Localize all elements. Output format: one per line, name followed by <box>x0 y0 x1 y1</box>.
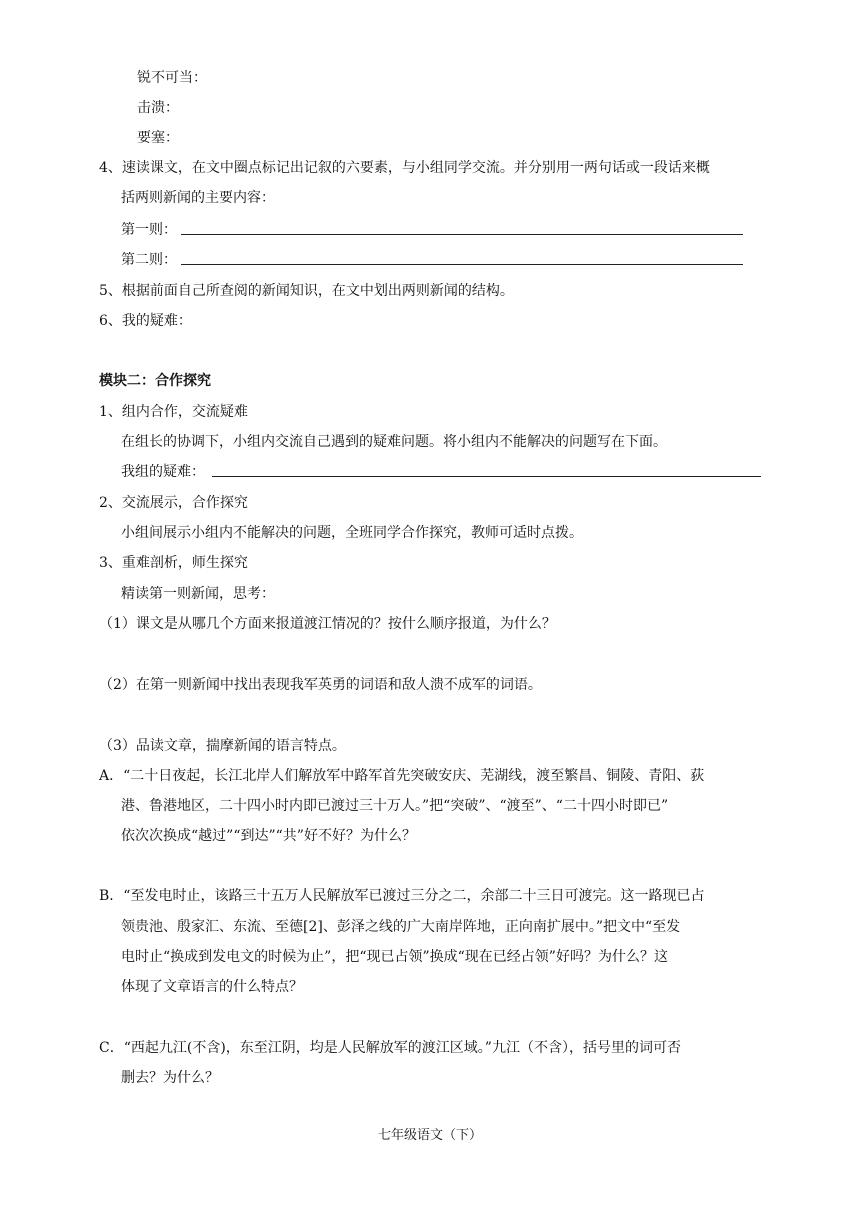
step-2-text: 小组间展示小组内不能解决的问题，全班同学合作探究，教师可适时点拨。 <box>121 525 583 541</box>
page-footer: 七年级语文（下） <box>377 1128 482 1143</box>
item-c-line1: C．“西起九江(不含)，东至江阴，均是人民解放军的渡江区域。”九江（不含），括号里的词可否 <box>99 1040 681 1056</box>
second-news-label: 第二则： <box>121 252 177 268</box>
item-a-line1: A．“二十日夜起，长江北岸人们解放军中路军首先突破安庆、芜湖线，渡至繁昌、铜陵、青阳、荻 <box>99 768 705 784</box>
step-3-text: 精读第一则新闻，思考： <box>121 586 275 602</box>
step-2-title: 2、交流展示，合作探究 <box>99 495 248 511</box>
sub-question-3: （3）品读文章，揣摩新闻的语言特点。 <box>99 738 346 754</box>
item-yaosai: 要塞： <box>137 130 179 146</box>
sub-question-2: （2）在第一则新闻中找出表现我军英勇的词语和敌人溃不成军的词语。 <box>99 677 542 693</box>
first-news-label: 第一则： <box>121 222 177 238</box>
item-b-line1: B．“至发电时止，该路三十五万人民解放军已渡过三分之二，余部二十三日可渡完。这一路现已占 <box>99 888 705 904</box>
group-question-answer-line[interactable] <box>212 476 761 477</box>
question-6: 6、我的疑难： <box>99 313 192 329</box>
question-4-line1: 4、速读课文，在文中圈点标记出记叙的六要素，与小组同学交流。并分别用一两句话或一段话来概 <box>99 160 710 176</box>
item-b-line3: 电时止“换成到发电文的时候为止”，把“现已占领”换成“现在已经占领”好吗？为什么？这 <box>121 949 668 965</box>
step-1-title: 1、组内合作，交流疑难 <box>99 404 248 420</box>
step-1-text: 在组长的协调下，小组内交流自己遇到的疑难问题。将小组内不能解决的问题写在下面。 <box>121 434 667 450</box>
item-a-line3: 依次次换成“越过”“到达”“共”好不好？为什么？ <box>121 828 416 844</box>
item-a-line2: 港、鲁港地区，二十四小时内即已渡过三十万人。”把“突破”、“渡至”、“二十四小时即已” <box>121 798 669 814</box>
question-5: 5、根据前面自己所查阅的新闻知识，在文中划出两则新闻的结构。 <box>99 283 514 299</box>
item-ruibukedang: 锐不可当： <box>137 70 207 86</box>
sub-question-1: （1）课文是从哪几个方面来报道渡江情况的？按什么顺序报道，为什么？ <box>99 616 556 632</box>
module-2-title: 模块二：合作探究 <box>99 373 211 389</box>
first-news-answer-line[interactable] <box>181 234 743 235</box>
item-b-line2: 领贵池、殷家汇、东流、至德[2]、彭泽之线的广大南岸阵地，正向南扩展中。”把文中“至发 <box>121 919 681 935</box>
second-news-answer-line[interactable] <box>181 264 743 265</box>
item-b-line4: 体现了文章语言的什么特点？ <box>121 979 303 995</box>
question-4-line2: 括两则新闻的主要内容： <box>121 190 275 206</box>
step-3-title: 3、重难剖析，师生探究 <box>99 555 248 571</box>
group-question-label: 我组的疑难： <box>121 464 205 480</box>
item-c-line2: 删去？为什么？ <box>121 1070 219 1086</box>
item-jikui: 击溃： <box>137 100 179 116</box>
